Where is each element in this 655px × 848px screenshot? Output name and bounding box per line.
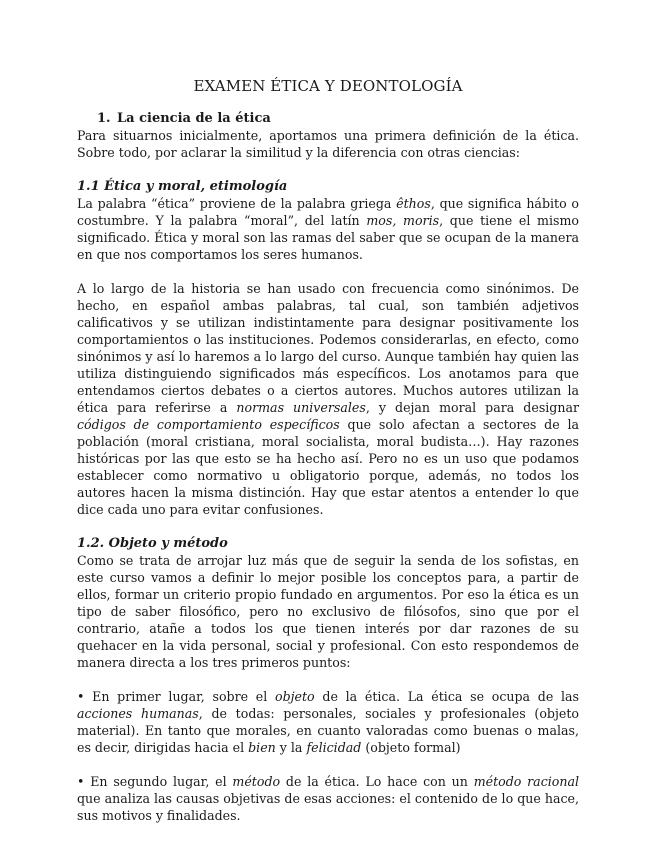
section-1-intro: Para situarnos inicialmente, aportamos una primera definición de la ética. Sobre todo, por aclarar la similitud y la diferencia con otras ciencias: xyxy=(77,128,579,160)
bien-term: bien xyxy=(248,740,276,755)
section-1-1-paragraph-2: A lo largo de la historia se han usado con frecuencia como sinónimos. De hecho, en español ambas palabras, tal cual, son también adjetivos calificativos y se utilizan indistintamente para designar positivamente los comportamientos o las instituciones. Podemos considerarlas, en efecto, como sinónimos y así lo haremos a lo largo del curso. Aunque también hay quien las utiliza distinguiendo significados más específicos. Los anotamos para que entendamos ciertos debates o a ciertos autores. Muchos autores utilizan la ética para referirse a normas universales, y dejan moral para designar códigos de comportamiento específicos que solo afectan a sectores de la población (moral cristiana, moral socialista, moral budista…). Hay razones históricas por las que esto se ha hecho así. Pero no es un uso que podamos establecer como normativo u obligatorio porque, además, no todos los autores hacen la misma distinción. Hay que estar atentos a entender lo que dice cada uno para evitar confusiones. xyxy=(77,281,580,517)
section-1-heading xyxy=(77,110,579,127)
metodo-racional-term: método racional xyxy=(473,774,580,789)
metodo-term: método xyxy=(232,774,281,789)
document-page xyxy=(77,76,579,824)
bullet-metodo: • En segundo lugar, el método de la ética. Lo hace con un método racional que analiza las causas objetivas de esas acciones: el contenido de lo que hace, sus motivos y finalidades. xyxy=(77,774,580,823)
section-1-number: 1. xyxy=(97,111,111,126)
section-1-2-paragraph-1: Como se trata de arrojar luz más que de seguir la senda de los sofistas, en este curso vamos a definir lo mejor posible los conceptos para, a partir de ellos, formar un criterio propio fundado en argumentos. Por eso la ética es un tipo de saber filosófico, pero no exclusivo de filósofos, sino que por el contrario, atañe a todos los que tienen interés por dar razones de su quehacer en la vida personal, social y profesional. Con esto respondemos de manera directa a los tres primeros puntos: xyxy=(77,553,579,670)
normas-universales-term: normas universales xyxy=(236,400,366,415)
section-1-2-heading: 1.2. Objeto y método xyxy=(77,536,228,551)
bullet-objeto: • En primer lugar, sobre el objeto de la ética. La ética se ocupa de las acciones humanas, de todas: personales, sociales y profesionales (objeto material). En tanto que morales, en cuanto valoradas como buenas o malas, es decir, dirigidas hacia el bien y la felicidad (objeto formal) xyxy=(77,689,580,755)
felicidad-term: felicidad xyxy=(306,740,362,755)
section-1-title: La ciencia de la ética xyxy=(117,111,271,126)
acciones-humanas-term: acciones humanas xyxy=(77,706,199,721)
ethos-term: êthos xyxy=(396,196,431,211)
objeto-term: objeto xyxy=(275,689,315,704)
document-title: EXAMEN ÉTICA Y DEONTOLOGÍA xyxy=(193,77,463,95)
mos-moris-term: mos, moris xyxy=(366,213,440,228)
section-1-1-paragraph-1: La palabra “ética” proviene de la palabra griega êthos, que significa hábito o costumbre. Y la palabra “moral”, del latín mos, moris, que tiene el mismo significado. Ética y moral son las ramas del saber que se ocupan de la manera en que nos comportamos los seres humanos. xyxy=(77,196,580,262)
codigos-term: códigos de comportamiento específicos xyxy=(77,417,340,432)
section-1-1-heading: 1.1 Ética y moral, etimología xyxy=(77,179,288,194)
